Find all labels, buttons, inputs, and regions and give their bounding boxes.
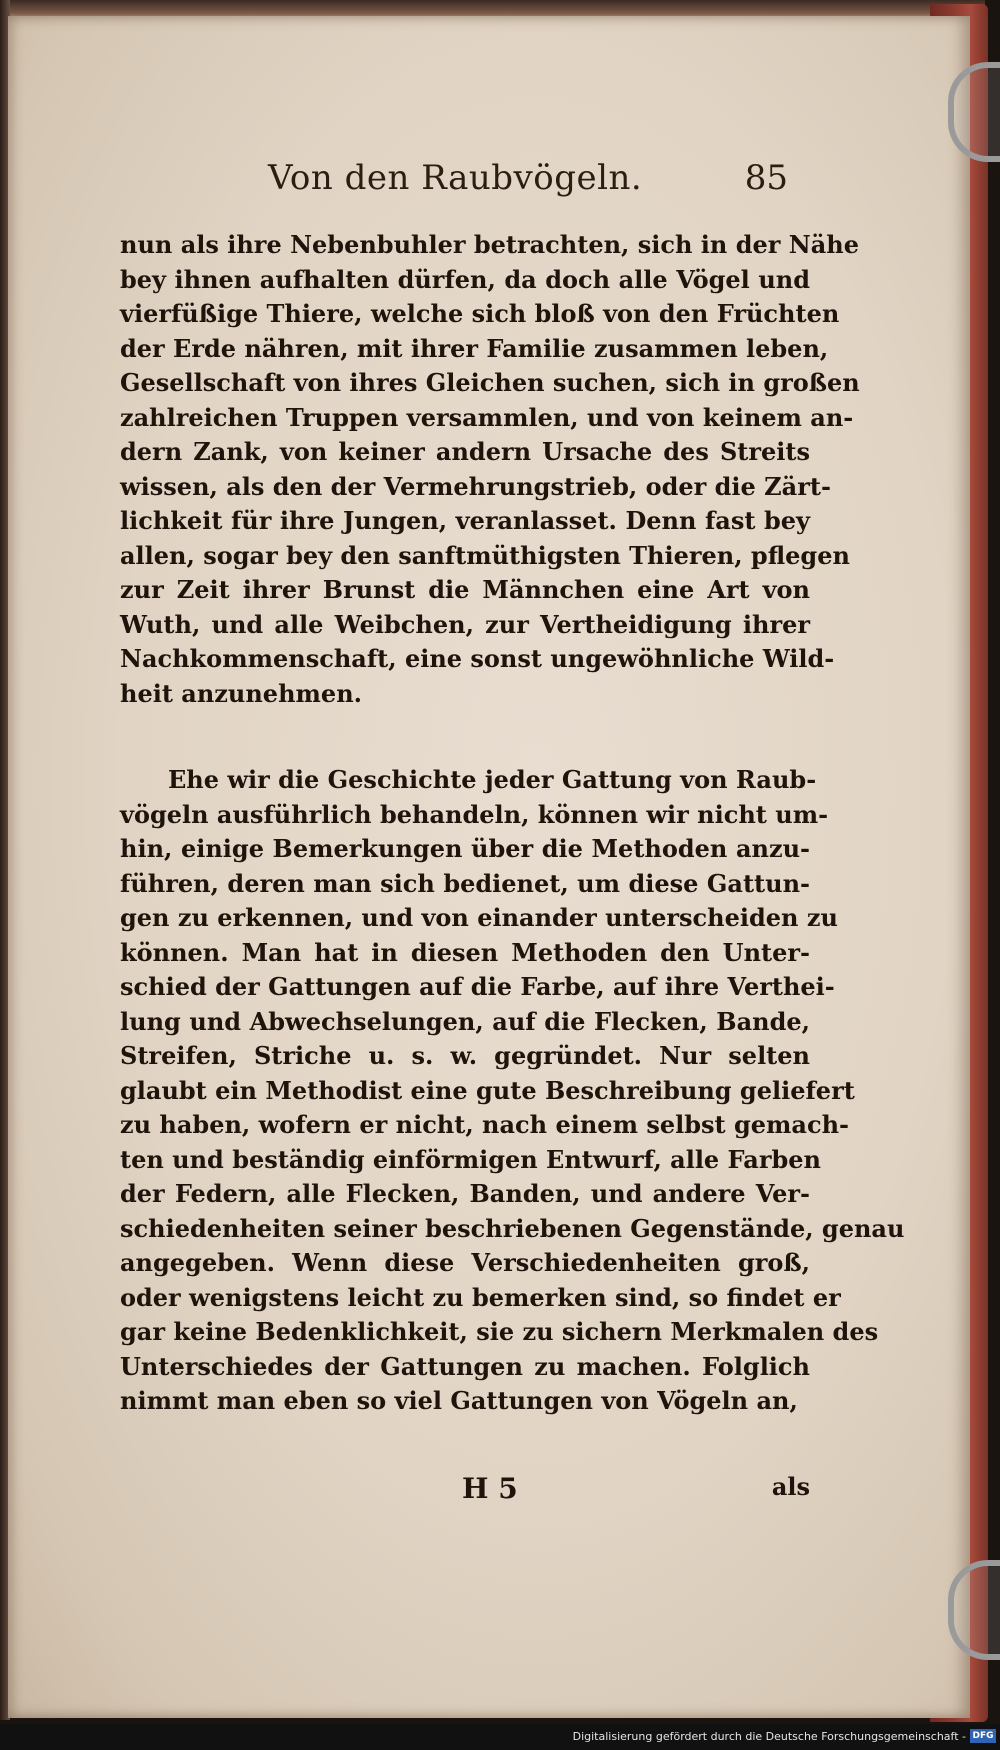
digitization-credit: Digitalisierung gefördert durch die Deutsche Forschungsgemeinschaft - — [572, 1730, 966, 1743]
text-line: glaubt ein Methodist eine gute Beschreibung geliefert — [120, 1075, 855, 1105]
text-line: heit anzunehmen. — [120, 678, 362, 708]
text-line: allen, sogar bey den sanftmüthigsten Thieren, pflegen — [120, 540, 850, 570]
text-line: Ehe wir die Geschichte jeder Gattung von Raub- — [168, 765, 817, 794]
text-line: vierfüßige Thiere, welche sich bloß von den Früchten — [120, 299, 840, 328]
body-text — [120, 228, 905, 1419]
text-line: gar keine Bedenklichkeit, sie zu sichern Merkmalen des — [120, 1317, 879, 1346]
signature-mark: H 5 — [462, 1472, 518, 1505]
text-line: der Erde nähren, mit ihrer Familie zusammen leben, — [120, 333, 829, 363]
text-line: oder wenigstens leicht zu bemerken sind, so findet er — [120, 1282, 841, 1312]
credit-bar — [0, 1724, 1000, 1750]
text-line: der Federn, alle Flecken, Banden, und andere Ver- — [120, 1179, 810, 1208]
paragraph-gap — [120, 711, 810, 763]
text-line: Streifen, Striche u. s. w. gegründet. Nur selten — [120, 1041, 810, 1070]
paragraph-1 — [120, 228, 860, 711]
page-footer — [120, 1472, 810, 1512]
text-line: Unterschiedes der Gattungen zu machen. Folglich — [120, 1351, 810, 1381]
text-line: lichkeit für ihre Jungen, veranlasset. Denn fast bey — [120, 506, 810, 535]
text-line: Nachkommenschaft, eine sonst ungewöhnliche Wild- — [120, 644, 835, 673]
page-clamp-bottom — [948, 1560, 1000, 1660]
text-line: Gesellschaft von ihres Gleichen suchen, sich in großen — [120, 368, 860, 397]
text-line: Wuth, und alle Weibchen, zur Vertheidigung ihrer — [120, 609, 810, 639]
text-line: bey ihnen aufhalten dürfen, da doch alle Vögel und — [120, 264, 810, 294]
text-line: wissen, als den der Vermehrungstrieb, oder die Zärt- — [120, 471, 831, 501]
text-line: hin, einige Bemerkungen über die Methoden anzu- — [120, 834, 810, 863]
dfg-logo-icon: DFG — [970, 1729, 996, 1743]
text-line: dern Zank, von keiner andern Ursache des Streits — [120, 437, 810, 466]
text-line: ten und beständig einförmigen Entwurf, alle Farben — [120, 1144, 821, 1174]
text-line: schiedenheiten seiner beschriebenen Gegenstände, genau — [120, 1213, 905, 1243]
text-line: führen, deren man sich bedienet, um diese Gattun- — [120, 868, 810, 898]
text-line: nun als ihre Nebenbuhler betrachten, sich in der Nähe — [120, 230, 859, 259]
paragraph-2 — [120, 763, 905, 1419]
page-clamp-top — [948, 62, 1000, 162]
text-line: können. Man hat in diesen Methoden den Unter- — [120, 937, 810, 967]
page-number: 85 — [744, 158, 788, 198]
text-line: angegeben. Wenn diese Verschiedenheiten groß, — [120, 1248, 810, 1277]
text-line: zu haben, wofern er nicht, nach einem selbst gemach- — [120, 1110, 849, 1139]
running-title: Von den Raubvögeln. — [268, 158, 643, 198]
text-line: nimmt man eben so viel Gattungen von Vögeln an, — [120, 1386, 798, 1415]
text-line: zahlreichen Truppen versammlen, und von keinem an- — [120, 402, 854, 432]
page-header — [268, 158, 788, 208]
text-line: gen zu erkennen, und von einander unterscheiden zu — [120, 903, 838, 932]
text-line: zur Zeit ihrer Brunst die Männchen eine Art von — [120, 575, 810, 604]
text-line: lung und Abwechselungen, auf die Flecken, Bande, — [120, 1006, 810, 1036]
text-line: vögeln ausführlich behandeln, können wir nicht um- — [120, 799, 829, 829]
catchword: als — [771, 1472, 810, 1501]
text-line: schied der Gattungen auf die Farbe, auf ihre Verthei- — [120, 972, 835, 1001]
